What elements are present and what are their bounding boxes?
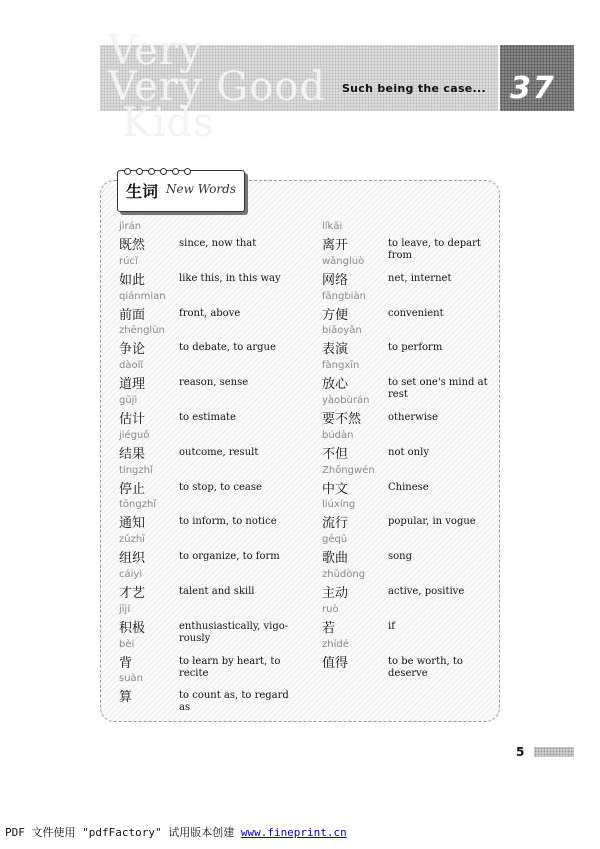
word-meaning: to organize, to form	[179, 551, 280, 563]
word-hanzi: 背	[119, 655, 133, 671]
word-entry	[320, 325, 495, 360]
word-entry	[117, 499, 297, 534]
word-hanzi: 主动	[322, 585, 349, 601]
word-meaning: like this, in this way	[179, 272, 281, 284]
word-meaning: active, positive	[388, 585, 465, 597]
word-entry	[320, 430, 495, 465]
word-meaning: front, above	[179, 307, 241, 319]
word-meaning: to be worth, to deserve	[388, 655, 463, 679]
word-entry	[117, 221, 297, 256]
word-pinyin: líkāi	[322, 221, 343, 232]
word-hanzi: 积极	[119, 620, 146, 636]
word-hanzi: 如此	[119, 272, 146, 288]
word-entry	[117, 673, 297, 714]
word-entry	[320, 395, 495, 430]
pdf-link[interactable]: www.fineprint.cn	[240, 826, 347, 839]
word-pinyin: jījí	[119, 603, 131, 615]
word-hanzi: 网络	[322, 272, 349, 288]
notebook-rings-icon	[124, 160, 196, 172]
word-entry	[320, 465, 495, 500]
word-list-right	[320, 221, 495, 679]
word-meaning: Chinese	[388, 481, 429, 493]
word-pinyin: jìrán	[119, 221, 142, 232]
word-pinyin: gēqǔ	[322, 534, 348, 546]
word-hanzi: 离开	[322, 238, 349, 253]
pdf-creator-note	[5, 824, 347, 840]
word-entry	[320, 534, 495, 569]
word-hanzi: 表演	[322, 342, 349, 358]
word-pinyin: fāngbiàn	[322, 290, 366, 302]
section-title-zh: 生词	[126, 182, 159, 201]
word-hanzi: 算	[119, 690, 133, 706]
word-pinyin: fàngxīn	[322, 360, 360, 372]
word-pinyin: zhēnglùn	[119, 325, 165, 337]
header-banner	[100, 28, 498, 146]
word-hanzi: 既然	[119, 238, 146, 253]
word-pinyin: suàn	[119, 673, 144, 685]
word-meaning: to perform	[388, 342, 443, 354]
word-hanzi: 才艺	[119, 585, 146, 601]
word-meaning: since, now that	[179, 238, 257, 249]
word-pinyin: dàolǐ	[119, 360, 144, 372]
word-meaning: if	[388, 620, 395, 632]
word-meaning: to learn by heart, to recite	[179, 655, 281, 679]
word-pinyin: yàobùrán	[322, 394, 370, 406]
lesson-title: Such being the case...	[341, 82, 486, 95]
word-meaning: outcome, result	[179, 446, 259, 458]
word-entry	[320, 638, 495, 679]
word-entry	[117, 256, 297, 291]
word-meaning: talent and skill	[179, 585, 255, 597]
word-meaning: to stop, to cease	[179, 481, 262, 493]
word-hanzi: 通知	[119, 516, 146, 532]
word-entry	[117, 360, 297, 395]
word-hanzi: 前面	[119, 307, 146, 323]
word-entry	[320, 499, 495, 534]
new-words-tab	[117, 170, 245, 212]
word-hanzi: 值得	[322, 655, 349, 671]
word-entry	[320, 256, 495, 291]
word-pinyin: zhídé	[322, 638, 349, 650]
word-pinyin: tōngzhī	[119, 499, 157, 511]
word-hanzi: 道理	[119, 377, 146, 393]
word-meaning: reason, sense	[179, 377, 249, 389]
section-title-en: New Words	[166, 182, 237, 196]
word-entry	[117, 465, 297, 500]
word-hanzi: 若	[322, 620, 336, 636]
page-number: 5	[516, 745, 525, 759]
word-entry	[117, 325, 297, 360]
word-meaning: net, internet	[388, 272, 452, 284]
word-hanzi: 组织	[119, 551, 146, 567]
word-meaning: to debate, to argue	[179, 342, 276, 354]
word-hanzi: 歌曲	[322, 551, 349, 567]
lesson-number: 37	[510, 71, 556, 106]
word-meaning: popular, in vogue	[388, 516, 476, 528]
word-meaning: otherwise	[388, 411, 438, 423]
pdf-note-text: PDF 文件使用 "pdfFactory" 试用版本创建	[5, 826, 241, 839]
word-hanzi: 不但	[322, 446, 349, 462]
word-entry	[117, 395, 297, 430]
word-pinyin: biǎoyǎn	[322, 325, 362, 337]
word-hanzi: 流行	[322, 516, 349, 532]
word-meaning: to inform, to notice	[179, 516, 277, 528]
word-pinyin: jiéguǒ	[119, 429, 150, 441]
word-hanzi: 停止	[119, 481, 146, 497]
word-hanzi: 放心	[322, 377, 349, 393]
word-pinyin: wǎngluò	[322, 255, 365, 267]
word-pinyin: bèi	[119, 638, 135, 650]
word-hanzi: 要不然	[322, 411, 362, 427]
word-pinyin: tíngzhǐ	[119, 464, 153, 476]
word-pinyin: búdàn	[322, 429, 354, 441]
word-entry	[117, 534, 297, 569]
word-pinyin: gūjì	[119, 394, 138, 406]
word-hanzi: 估计	[119, 411, 146, 427]
word-hanzi: 结果	[119, 446, 146, 462]
word-pinyin: Zhōngwén	[322, 464, 375, 476]
lesson-number-box	[500, 45, 574, 111]
word-entry	[320, 569, 495, 604]
word-meaning: to leave, to depart from	[388, 238, 481, 261]
word-meaning: not only	[388, 446, 429, 458]
word-list-left	[117, 221, 297, 714]
page-number-bar	[534, 747, 574, 757]
word-entry	[117, 291, 297, 326]
word-meaning: to count as, to regard as	[179, 690, 289, 714]
word-pinyin: qiánmian	[119, 290, 166, 302]
word-pinyin: liúxíng	[322, 499, 356, 511]
word-entry	[117, 430, 297, 465]
word-hanzi: 方便	[322, 307, 349, 323]
word-entry	[320, 291, 495, 326]
word-meaning: convenient	[388, 307, 444, 319]
word-pinyin: cáiyì	[119, 568, 143, 580]
word-pinyin: rúcǐ	[119, 255, 138, 267]
word-pinyin: zhǔdòng	[322, 568, 366, 580]
word-hanzi: 争论	[119, 342, 146, 358]
banner-watermark: Very Very Good Kids	[108, 28, 327, 146]
word-entry	[117, 569, 297, 604]
word-hanzi: 中文	[322, 481, 349, 497]
word-meaning: to set one's mind at rest	[388, 377, 488, 401]
word-meaning: to estimate	[179, 411, 236, 423]
word-pinyin: zǔzhī	[119, 534, 145, 546]
word-entry	[320, 604, 495, 639]
word-meaning: enthusiastically, vigo-rously	[179, 620, 289, 644]
word-pinyin: ruò	[322, 603, 339, 615]
word-meaning: song	[388, 551, 412, 563]
